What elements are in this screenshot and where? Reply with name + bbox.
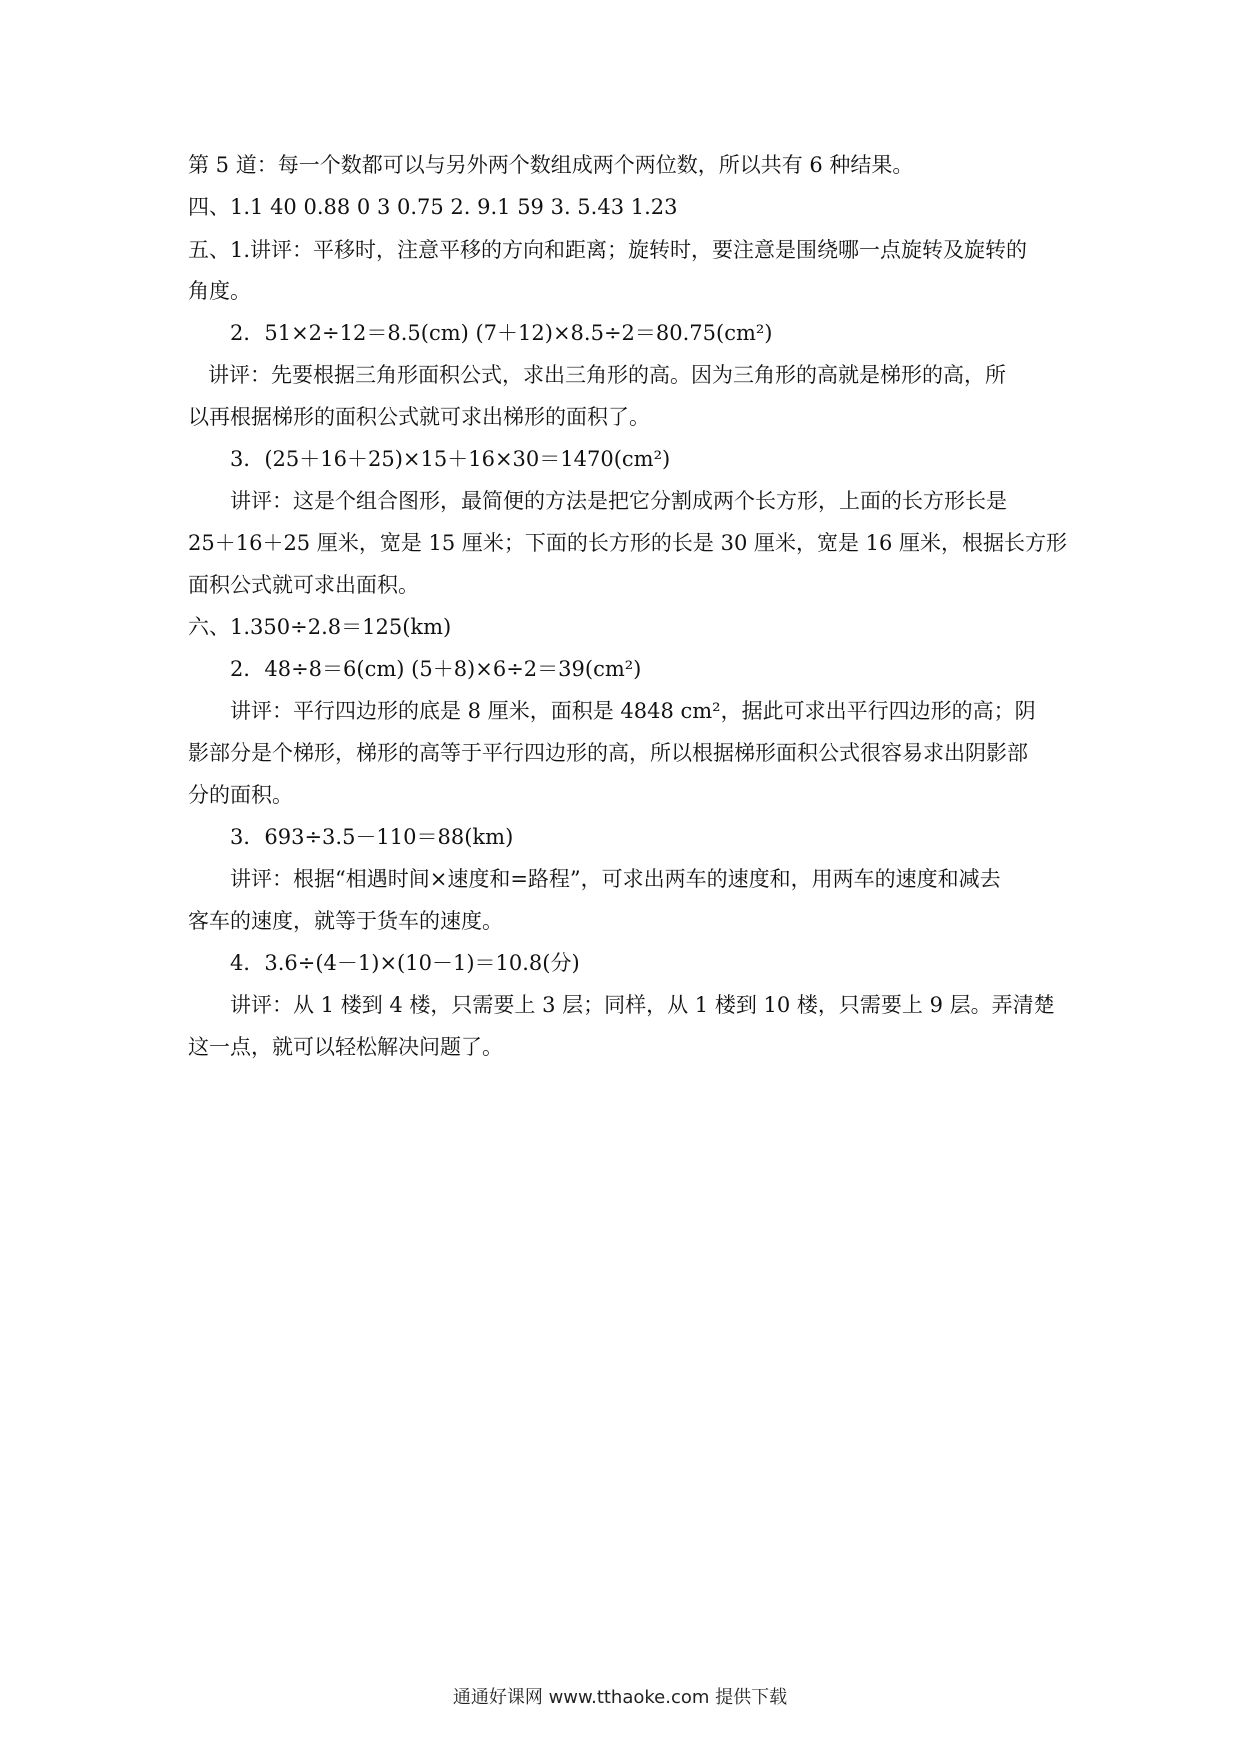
- explanation-line: 讲评：这是个组合图形，最简便的方法是把它分割成两个长方形，上面的长方形长是: [230, 489, 1007, 513]
- answer-line: 四、1.1 40 0.88 0 3 0.75 2. 9.1 59 3. 5.43 1.23: [188, 195, 678, 219]
- explanation-line: 讲评：从 1 楼到 4 楼，只需要上 3 层；同样，从 1 楼到 10 楼，只需要上 9 层。弄清楚: [230, 993, 1055, 1017]
- explanation-line: 影部分是个梯形，梯形的高等于平行四边形的高，所以根据梯形面积公式很容易求出阴影部: [188, 741, 1028, 765]
- explanation-line: 25＋16＋25 厘米，宽是 15 厘米；下面的长方形的长是 30 厘米，宽是 16 厘米，根据长方形: [188, 531, 1068, 555]
- answer-line: 2．51×2÷12＝8.5(cm) (7＋12)×8.5÷2＝80.75(cm²): [230, 321, 773, 345]
- answer-line: 第 5 道：每一个数都可以与另外两个数组成两个两位数，所以共有 6 种结果。: [188, 153, 914, 177]
- explanation-line: 分的面积。: [188, 783, 293, 807]
- answer-line: 五、1.讲评：平移时，注意平移的方向和距离；旋转时，要注意是围绕哪一点旋转及旋转的: [188, 238, 1028, 262]
- explanation-line: 客车的速度，就等于货车的速度。: [188, 909, 503, 933]
- answer-line: 3．693÷3.5－110＝88(km): [230, 825, 514, 849]
- explanation-line: 讲评：根据“相遇时间×速度和=路程”，可求出两车的速度和，用两车的速度和减去: [230, 867, 1001, 891]
- answer-line: 3．(25＋16＋25)×15＋16×30＝1470(cm²): [230, 447, 671, 471]
- answer-line: 六、1.350÷2.8＝125(km): [188, 615, 452, 639]
- answer-line: 2．48÷8＝6(cm) (5＋8)×6÷2＝39(cm²): [230, 657, 642, 681]
- answer-line: 角度。: [188, 279, 251, 303]
- page-footer: 通通好课网 www.tthaoke.com 提供下载: [452, 1687, 788, 1708]
- explanation-line: 以再根据梯形的面积公式就可求出梯形的面积了。: [188, 405, 650, 429]
- explanation-line: 这一点，就可以轻松解决问题了。: [188, 1035, 503, 1059]
- explanation-line: 讲评：先要根据三角形面积公式，求出三角形的高。因为三角形的高就是梯形的高，所: [208, 363, 1006, 387]
- explanation-line: 面积公式就可求出面积。: [188, 573, 419, 597]
- explanation-line: 讲评：平行四边形的底是 8 厘米，面积是 4848 cm²，据此可求出平行四边形的高；阴: [230, 699, 1036, 723]
- answer-line: 4．3.6÷(4－1)×(10－1)＝10.8(分): [230, 951, 580, 975]
